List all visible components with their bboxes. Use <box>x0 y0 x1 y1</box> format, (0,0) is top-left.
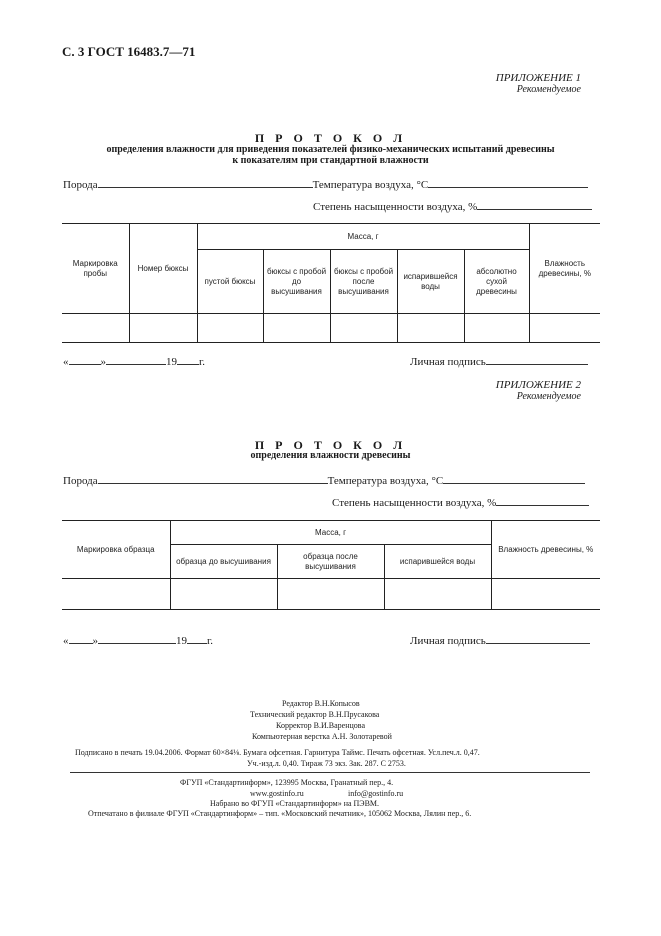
col-moisture-header: Влажность древесины, % <box>529 224 600 314</box>
temp-line <box>428 177 588 188</box>
table-cell <box>491 579 600 610</box>
signature-line <box>486 633 590 644</box>
sub-col-water: испарившейся воды <box>397 250 464 314</box>
appendix2-date <box>63 633 213 647</box>
date-end: г. <box>199 356 206 368</box>
imprint-email: info@gostinfo.ru <box>348 789 404 798</box>
species-label: Порода <box>63 475 98 487</box>
imprint-web: www.gostinfo.ru <box>250 789 304 798</box>
appendix1-subtitle-1: определения влажности для приведения показателей физико-механических испытаний древесины <box>106 144 555 155</box>
saturation-line <box>496 495 589 506</box>
appendix1-saturation-field <box>313 199 592 213</box>
date-mid: » <box>92 635 98 647</box>
appendix2-saturation-field <box>332 495 589 509</box>
appendix1-label: ПРИЛОЖЕНИЕ 1 <box>495 72 581 84</box>
species-line <box>98 473 328 484</box>
appendix1-date <box>63 354 205 368</box>
date-mid: » <box>100 356 106 368</box>
date-open: « <box>63 635 69 647</box>
appendix2-species-field <box>63 473 585 487</box>
table-cell <box>62 314 129 343</box>
date-open: « <box>63 356 69 368</box>
col-moisture-header: Влажность древесины, % <box>491 521 600 579</box>
saturation-line <box>477 199 592 210</box>
table-cell <box>62 579 170 610</box>
table-cell <box>529 314 600 343</box>
appendix2-label: ПРИЛОЖЕНИЕ 2 <box>495 379 581 391</box>
sub-col-water: испарившейся воды <box>384 545 491 579</box>
imprint-divider <box>70 772 590 773</box>
temp-label: Температура воздуха, °С <box>327 475 444 487</box>
sub-col-before: образца до высушивания <box>170 545 277 579</box>
species-line <box>98 177 313 188</box>
appendix2-note: Рекомендуемое <box>516 391 581 402</box>
page-header: С. 3 ГОСТ 16483.7—71 <box>62 44 196 59</box>
date-year-line <box>187 633 207 644</box>
table-cell <box>384 579 491 610</box>
sub-col-before: бюксы с пробой до высушивания <box>263 250 330 314</box>
imprint-layout: Компьютерная верстка А.Н. Золотаревой <box>252 732 392 741</box>
table-cell <box>170 579 277 610</box>
appendix2-signature <box>410 633 590 647</box>
signature-label: Личная подпись <box>410 356 486 368</box>
date-month-line <box>106 354 166 365</box>
col-mark-header: Маркировка пробы <box>62 224 129 314</box>
table-cell <box>464 314 529 343</box>
date-month-line <box>98 633 176 644</box>
appendix1-table <box>62 223 600 343</box>
date-year-line <box>177 354 199 365</box>
col-mark-header: Маркировка образца <box>62 521 170 579</box>
appendix1-subtitle-2: к показателям при стандартной влажности <box>232 155 429 166</box>
date-end: г. <box>207 635 214 647</box>
imprint-pub-line4: Отпечатано в филиале ФГУП «Стандартинформ» – тип. «Московский печатник», 105062 Москва, Лялин пер., 6. <box>88 809 472 818</box>
appendix2-table <box>62 520 600 610</box>
appendix1-signature <box>410 354 588 368</box>
temp-label: Температура воздуха, °С <box>312 179 429 191</box>
appendix1-note: Рекомендуемое <box>516 84 581 95</box>
col-mass-header: Масса, г <box>197 224 529 250</box>
signature-line <box>486 354 588 365</box>
imprint-print-line1: Подписано в печать 19.04.2006. Формат 60×84⅛. Бумага офсетная. Гарнитура Таймс. Печать офсетная. Усл.печ.л. 0,47. <box>75 748 480 757</box>
imprint-pub-line1: ФГУП «Стандартинформ», 123995 Москва, Гранатный пер., 4. <box>180 778 394 787</box>
saturation-label: Степень насыщенности воздуха, % <box>313 201 478 213</box>
sub-col-after: бюксы с пробой после высушивания <box>330 250 397 314</box>
col-number-header: Номер бюксы <box>129 224 197 314</box>
table-cell <box>197 314 263 343</box>
imprint-editor: Редактор В.Н.Копысов <box>282 699 360 708</box>
table-cell <box>277 579 384 610</box>
imprint-proofreader: Корректор В.И.Варенцова <box>276 721 365 730</box>
species-label: Порода <box>63 179 98 191</box>
col-mass-header: Масса, г <box>170 521 491 545</box>
appendix1-title: П Р О Т О К О Л <box>254 131 407 145</box>
sub-col-dry: абсолютно сухой древесины <box>464 250 529 314</box>
sub-col-empty: пустой бюксы <box>197 250 263 314</box>
imprint-pub-line3: Набрано во ФГУП «Стандартинформ» на ПЭВМ. <box>210 799 380 808</box>
appendix1-species-field <box>63 177 588 191</box>
table-cell <box>129 314 197 343</box>
table-cell <box>330 314 397 343</box>
sub-col-after: образца после высушивания <box>277 545 384 579</box>
table-cell <box>397 314 464 343</box>
temp-line <box>443 473 585 484</box>
date-year: 19 <box>176 635 187 647</box>
imprint-print-line2: Уч.-изд.л. 0,40. Тираж 73 экз. Зак. 287. С 2753. <box>247 759 406 768</box>
table-cell <box>263 314 330 343</box>
imprint-tech-editor: Технический редактор В.Н.Прусакова <box>250 710 380 719</box>
signature-label: Личная подпись <box>410 635 486 647</box>
date-day-line <box>69 354 101 365</box>
appendix2-subtitle: определения влажности древесины <box>250 450 411 461</box>
date-year: 19 <box>166 356 177 368</box>
saturation-label: Степень насыщенности воздуха, % <box>332 497 497 509</box>
date-day-line <box>69 633 93 644</box>
appendix2-title: П Р О Т О К О Л <box>254 438 407 452</box>
